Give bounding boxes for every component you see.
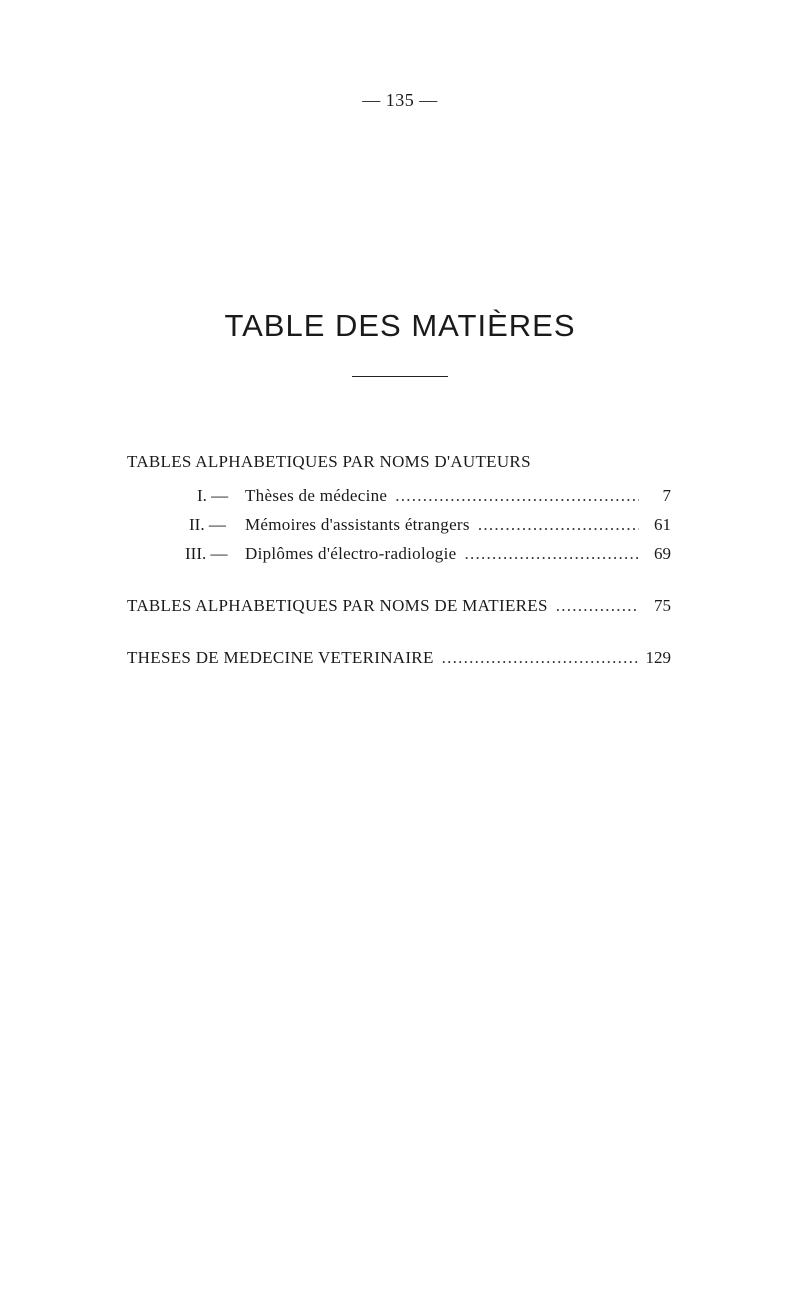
toc-leader-dots (478, 515, 639, 535)
toc-leader-dots (556, 596, 639, 616)
toc-entry-page: 75 (654, 596, 671, 615)
toc-entry-label: Mémoires d'assistants étrangers (245, 515, 470, 534)
toc-entry-number: II. — (189, 515, 226, 534)
toc-entry-page: 61 (654, 515, 671, 534)
toc-entry-diplomes[interactable] (185, 544, 671, 564)
toc-leader-dots (464, 544, 639, 564)
toc-entry-page: 129 (645, 648, 671, 667)
toc-entry-label: Diplômes d'électro-radiologie (245, 544, 457, 563)
toc-entry-theses[interactable] (197, 486, 671, 506)
toc-entry-label: TABLES ALPHABETIQUES PAR NOMS DE MATIERES (127, 596, 548, 615)
toc-leader-dots (442, 648, 639, 668)
toc-entry-page: 69 (654, 544, 671, 563)
toc-entry-number: III. — (185, 544, 228, 563)
toc-entry-veterinaire[interactable] (127, 648, 671, 668)
toc-entry-label: THESES DE MEDECINE VETERINAIRE (127, 648, 434, 667)
toc-entry-page: 7 (662, 486, 671, 505)
toc-leader-dots (395, 486, 639, 506)
toc-entry-number: I. — (197, 486, 229, 505)
toc-section-heading-authors: TABLES ALPHABETIQUES PAR NOMS D'AUTEURS (127, 452, 531, 471)
toc-entry-matieres[interactable] (127, 596, 671, 616)
toc-entry-label: Thèses de médecine (245, 486, 388, 505)
toc-entry-memoires[interactable] (189, 515, 671, 535)
page-title: TABLE DES MATIÈRES (224, 308, 576, 343)
page-number: — 135 — (362, 90, 438, 110)
